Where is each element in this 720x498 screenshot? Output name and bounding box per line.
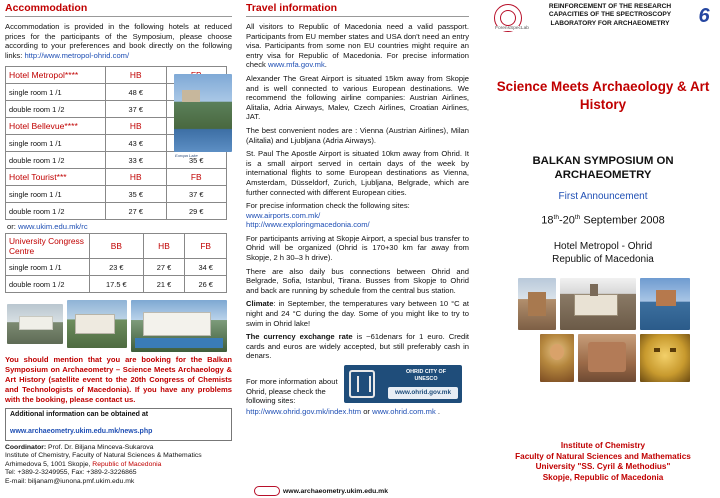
fb-header: FB (185, 234, 227, 259)
coordinator-label: Coordinator: (5, 443, 47, 451)
room-type: single room 1 /1 (6, 259, 90, 276)
fb-price: 29 € (166, 203, 227, 220)
table-row (6, 276, 227, 293)
travel-title: Travel information (246, 2, 338, 14)
logo-title: OHRID CITY OF UNESCO (405, 369, 447, 382)
table-row (6, 203, 227, 220)
monastery-photo (560, 278, 636, 330)
hotel-name: Hotel Tourist*** (6, 169, 106, 186)
bb-header: BB (90, 234, 144, 259)
hb-price: 27 € (106, 203, 167, 220)
logo-url: www.ohrid.gov.mk (388, 387, 458, 399)
exploring-link[interactable]: http://www.exploringmacedonia.com/ (246, 220, 370, 230)
table-row (6, 259, 227, 276)
room-type: single room 1 /1 (6, 186, 106, 203)
ohrid-lake-photo (174, 74, 232, 152)
sites-label: For precise information check the following sites: (246, 201, 410, 211)
hotel-photo (67, 300, 127, 348)
hb-price: 37 € (106, 101, 167, 118)
news-link[interactable]: www.archaeometry.ukim.edu.mk/news.php (10, 427, 153, 435)
visa-text: All visitors to Republic of Macedonia need a valid passport. Participants from EU member states and USA don't need an entry visa. Participants from some non EU countries might require an entry visa for Republic of Macedonia. For precise information check (246, 22, 469, 70)
venue-country: Republic of Macedonia (552, 254, 654, 266)
coordinator-name: Prof. Dr. Biljana Minceva-Sukarova (48, 443, 154, 451)
hotel-name: Hotel Bellevue**** (6, 118, 106, 135)
room-type: single room 1 /1 (6, 84, 106, 101)
coordinator-phone: Tel: +389-2-3249955, Fax: +389-2-3226865 (5, 469, 137, 477)
hb-price: 43 € (106, 135, 167, 152)
ohrid-links: http://www.ohrid.gov.mk/index.htm or www.ohrid.com.mk . (246, 406, 441, 416)
unesco-mark-icon (349, 370, 375, 398)
ohrid-unesco-logo[interactable] (344, 365, 462, 403)
fb-price: 37 € (166, 186, 227, 203)
hb-price: 27 € (143, 259, 185, 276)
golden-mask-photo (640, 334, 690, 382)
hb-price: 21 € (143, 276, 185, 293)
institution-name: Institute of Chemistry (560, 441, 646, 450)
bus-transfer-paragraph: For participants arriving at Skopje Airport, a special bus transfer to Ohrid will be organized (Ohrid is 170+30 km far away from Skopje, 2 h 30–3 h drive). (246, 233, 469, 263)
date-month-year: September 2008 (580, 214, 665, 227)
ohrid-gov-link[interactable]: http://www.ohrid.gov.mk/index.htm (246, 406, 362, 416)
airports-link[interactable]: www.airports.com.mk/ (246, 210, 321, 220)
project-header: REINFORCEMENT OF THE RESEARCH CAPACITIES OF THE SPECTROSCOPY LABORATORY FOR ARCHAEOMETRY (548, 3, 672, 27)
hb-header: HB (106, 67, 167, 84)
congress-centre-table (5, 233, 227, 293)
hotel-header-row (6, 169, 227, 186)
room-type: double room 1 /2 (6, 276, 90, 293)
hb-price: 33 € (106, 152, 167, 169)
room-type: double room 1 /2 (6, 152, 106, 169)
cover-column (486, 0, 720, 482)
cover-header (486, 0, 720, 42)
date-end: -20 (558, 214, 575, 227)
hb-header: HB (106, 169, 167, 186)
hb-header: HB (106, 118, 167, 135)
accommodation-intro-text: Accommodation is provided in the following hotels at reduced prices for the participants of the Symposium, please choose according to your preferences and book directly on the following links: (5, 22, 232, 60)
event-date (486, 214, 720, 227)
ohrid-info (246, 365, 469, 406)
university-name: University "SS. Cyril & Methodius" (535, 462, 671, 472)
sites-paragraph (246, 201, 469, 230)
table-row (6, 186, 227, 203)
more-info-text: For more information about Ohrid, please check the following sites: (246, 377, 338, 406)
uc-name: University Congress Centre (6, 234, 90, 259)
coordinator-line (5, 444, 232, 452)
hotel-photos (5, 300, 232, 353)
cover-title: Science Meets Archaeology & Art History (496, 79, 710, 112)
heritage-photos (486, 278, 720, 438)
fb-price: 26 € (185, 276, 227, 293)
hb-price: 48 € (106, 84, 167, 101)
additional-info-box (5, 408, 232, 441)
footer-url[interactable]: www.archaeometry.ukim.edu.mk (283, 487, 389, 495)
university-location: Skopje, Republic of Macedonia (542, 472, 664, 482)
fresco-photo (578, 334, 636, 382)
climate-text: : in September, the temperatures vary between 10 °C at night and 24 °C during the day. Some of you might like to try to swim in Ohrid lake! (246, 299, 469, 328)
church-photo (518, 278, 556, 330)
uc-header-row (6, 234, 227, 259)
venue (486, 240, 720, 266)
visa-paragraph: All visitors to Republic of Macedonia need a valid passport. Participants from EU member states and USA don't need an entry visa. Participants from some non EU countries might require an entry visa for Republic of Macedonia. For precise information check www.mfa.gov.mk. (246, 22, 469, 70)
coordinator-address: Arhimedova 5, 1001 Skopje, (5, 460, 91, 468)
climate-paragraph (246, 299, 469, 328)
announcement-label: First Announcement (558, 190, 648, 202)
ukim-rc-link[interactable]: www.ukim.edu.mk/rc (18, 222, 88, 232)
booking-note: You should mention that you are booking for the Balkan Symposium on Archaeometry – Science Meets Archaeology & Art History (satellite event to the 20th Congress of Chemists and Technologists of Macedonia). If you have any problems with the booking, please contact us. (5, 355, 232, 404)
faculty-name: Faculty of Natural Sciences and Mathematics (515, 451, 691, 461)
currency-paragraph (246, 332, 469, 361)
hotel-photo (131, 300, 227, 352)
accommodation-intro (5, 22, 232, 60)
coordinator-country: Republic of Macedonia (92, 460, 162, 468)
coordinator-institute: Institute of Chemistry, Faculty of Natural Sciences & Mathematics (5, 452, 202, 460)
date-start: 18 (541, 214, 554, 227)
additional-info-label: Additional information can be obtained at (10, 411, 149, 419)
symposium-name: BALKAN SYMPOSIUM ON ARCHAEOMETRY (532, 155, 674, 182)
currency-label: The currency exchange rate (246, 332, 353, 342)
room-type: double room 1 /2 (6, 101, 106, 118)
hotel-name: Hotel Metropol**** (6, 67, 106, 84)
fb-price: 34 € (185, 259, 227, 276)
or-label: or: (7, 222, 16, 232)
bb-price: 23 € (90, 259, 144, 276)
title-divider (5, 16, 232, 17)
room-type: double room 1 /2 (6, 203, 106, 220)
date-start-suffix: th (553, 213, 559, 221)
fp6-logo: 6 (698, 5, 710, 27)
accommodation-title: Accommodation (5, 2, 88, 14)
fb-header: FB (166, 169, 227, 186)
footer (254, 486, 388, 496)
room-type: single room 1 /1 (6, 135, 106, 152)
climate-label: Climate (246, 299, 274, 309)
airport-skopje-paragraph: Alexander The Great Airport is situated 15km away from Skopje and is well connected to various European destinations. We recommend the following airline companies: Austrian Airlines, Alitalia, Adria Airways, Malev, Czech Airlines, Croatian Airlines, JAT. (246, 73, 469, 122)
alt-booking (7, 222, 232, 231)
title-divider (246, 16, 469, 17)
bus-connections-paragraph: There are also daily bus connections between Ohrid and Belgrade, Sofia, Istanbul, Tirana. Busses from Skopje to Ohrid and back are running by schedule from the central bus station. (246, 266, 469, 295)
coordinator-address-line (5, 461, 232, 469)
or-text: or (363, 406, 370, 416)
icon-photo (540, 334, 574, 382)
photo-caption: Europa Lake (175, 153, 198, 158)
coordinator-email: E-mail: biljanam@iunona.pmf.ukim.edu.mk (5, 477, 135, 485)
mfa-link[interactable]: www.mfa.gov.mk (267, 60, 325, 70)
lake-church-photo (640, 278, 690, 330)
coordinator-block (5, 444, 232, 486)
bb-price: 17.5 € (90, 276, 144, 293)
venue-hotel: Hotel Metropol - Ohrid (553, 241, 653, 253)
lab-logo-small-icon (254, 486, 280, 496)
hotel-photo (7, 304, 63, 344)
ohrid-com-link[interactable]: www.ohrid.com.mk (372, 406, 436, 416)
travel-column (246, 2, 469, 416)
currency-text: is ~61denars for 1 euro. Credit cards and euros are widely accepted, but still preferably cash in denars. (246, 332, 469, 361)
lab-logo-label: ForensSpecLab (488, 26, 536, 31)
hb-price: 35 € (106, 186, 167, 203)
date-end-suffix: th (574, 213, 581, 221)
nodes-paragraph: The best convenient nodes are : Vienna (Austrian Airlines), Milan (Alitalia) and Ljubljana (Adria Airways). (246, 125, 469, 145)
metropol-link[interactable]: http://www.metropol-ohrid.com/ (24, 50, 130, 60)
fb-price: 35 € (166, 152, 227, 169)
hb-header: HB (143, 234, 185, 259)
institution-block (486, 441, 720, 483)
airport-ohrid-paragraph: St. Paul The Apostle Airport is situated 10km away from Ohrid. It is a small airport served in certain days of the week by international flights to some European destinations as Vienna, Amsterdam, Düsseldorf, Zurich, Ljubljana, Belgrade, which are further connected with different European cities. (246, 149, 469, 197)
